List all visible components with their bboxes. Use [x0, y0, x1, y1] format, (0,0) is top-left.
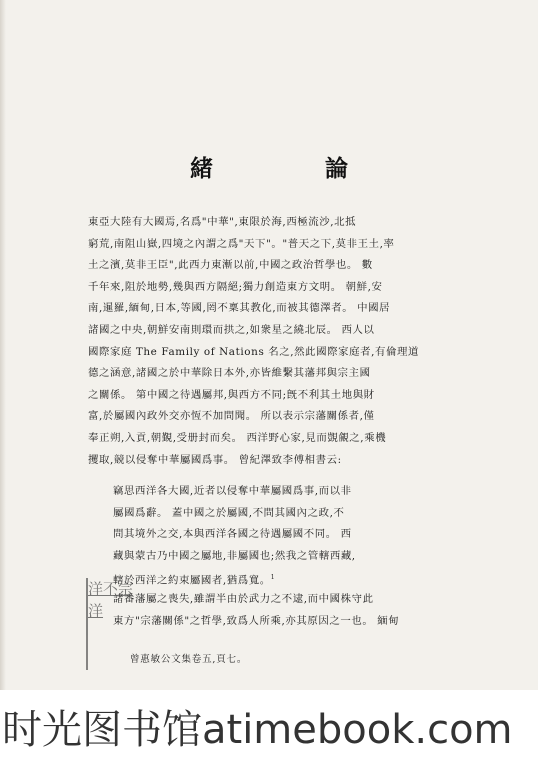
body-line: 之關係。 第中國之待遇屬邦,與西方不同;旣不利其土地與財: [88, 388, 375, 401]
body-line: 奉正朔,入貢,朝覲,受册封而矣。 西洋野心家,見而覬覦之,乘機: [88, 431, 387, 444]
footnote: 曾惠敏公文集卷五,頁七。: [130, 654, 248, 665]
quote-line-text: 轄於西洋之約束屬國者,猶爲寬。: [113, 574, 271, 587]
body-line: 德之涵意,諸國之於中華除日本外,亦皆維繫其藩邦與宗主國: [88, 367, 371, 380]
body-line: 土之濱,莫非王臣",此西力東漸以前,中國之政治哲學也。 數: [88, 259, 373, 272]
quote-line: 東方"宗藩關係"之哲學,致爲人所乘,亦其原因之一也。 緬甸: [113, 614, 400, 627]
body-line: 東亞大陸有大國焉,名爲"中華",東限於海,西極流沙,北抵: [88, 216, 357, 228]
watermark-text: 时光图书馆atimebook.com: [2, 707, 513, 753]
page-edge-shadow: [0, 0, 6, 690]
body-text: [88, 212, 470, 471]
quote-line: 屬國爲辭。 蓋中國之於屬國,不問其國內之政,不: [113, 506, 345, 519]
body-line: 國際家庭 The Family of Nations 名之,然此國際家庭者,有倫理道: [88, 345, 419, 358]
quoted-passage: [113, 481, 470, 632]
quote-line: 問其境外之交,本與西洋各國之待遇屬國不同。 西: [113, 528, 352, 541]
page-title: 緒 論: [189, 155, 400, 182]
quote-line: 竊思西洋各大國,近者以侵奪中華屬國爲事,而以非: [113, 485, 352, 497]
body-line: 攫取,競以侵奪中華屬國爲事。 曾紀澤致李傅相書云:: [88, 453, 342, 466]
quote-line: 藏與蒙古乃中國之屬地,非屬國也;然我之管轄西藏,: [113, 549, 356, 562]
body-line: 千年來,阻於地勢,幾與西方隔絕;獨力創造東方文明。 朝鮮,安: [88, 280, 383, 293]
body-line: 富,於屬國內政外交亦恆不加問聞。 所以表示宗藩關係者,僅: [88, 410, 375, 423]
body-line: 諸國之中央,朝鮮安南則環而拱之,如衆星之繞北辰。 西人以: [88, 323, 375, 336]
quote-line: 諸番藩屬之喪失,雖謂半由於武力之不逮,而中國株守此: [113, 592, 374, 605]
body-line: 窮荒,南阻山嶽,四境之內謂之爲"天下"。"普天之下,莫非王土,率: [88, 237, 395, 250]
quote-line: [113, 567, 470, 589]
body-line: 南,暹羅,緬甸,日本,等國,罔不稟其教化,而被其德澤者。 中國居: [88, 302, 391, 315]
stamp-text: 洋不宗洋: [88, 580, 134, 620]
footnote-mark: 1: [270, 574, 276, 582]
